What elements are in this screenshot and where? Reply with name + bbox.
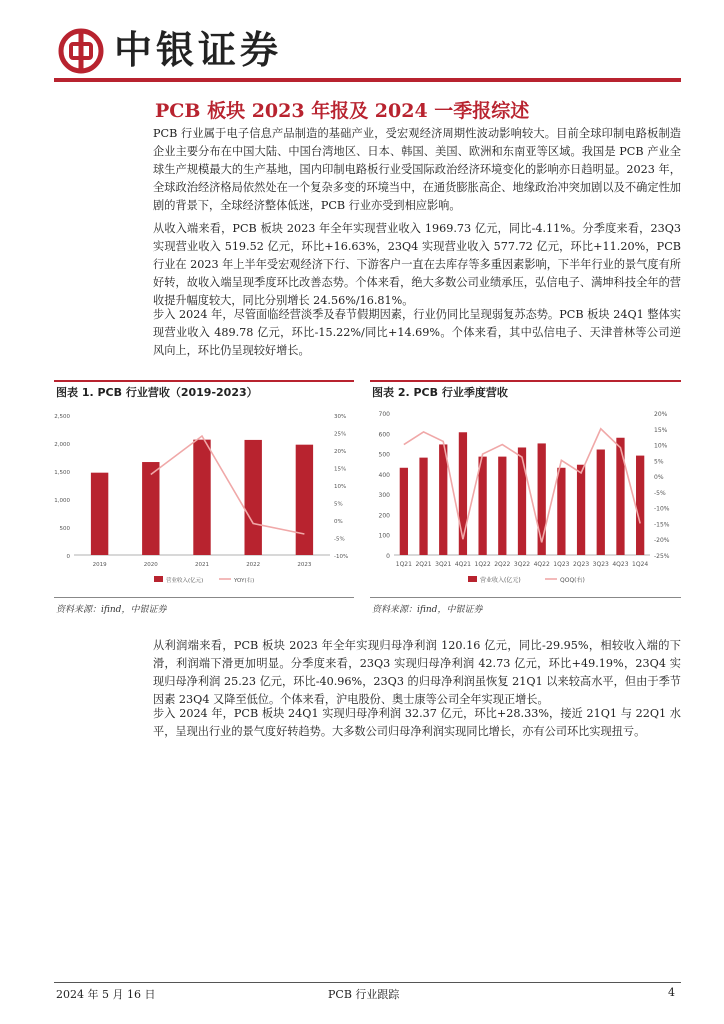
bar-2022	[244, 440, 261, 555]
bar-3Q23	[597, 450, 605, 555]
figure-2-source: 资料来源：ifind，中银证券	[372, 605, 483, 615]
y-left-tick-label: 300	[378, 492, 390, 500]
y-right-tick-label: 10%	[334, 484, 347, 490]
bar-1Q21	[400, 468, 408, 555]
y-right-tick-label: -20%	[654, 537, 670, 545]
bar-2Q22	[498, 457, 506, 555]
figure-2-top-rule	[370, 380, 681, 382]
x-tick-label: 3Q22	[513, 561, 531, 568]
footer-page-number: 4	[668, 986, 675, 999]
y-left-tick-label: 1,500	[54, 470, 70, 476]
section-title: PCB 板块 2023 年报及 2024 一季报综述	[155, 100, 530, 122]
y-left-tick-label: 500	[59, 526, 70, 532]
x-tick-label: 2Q23	[572, 561, 590, 568]
bar-1Q23	[557, 468, 565, 555]
y-right-tick-label: 25%	[334, 431, 347, 438]
legend-bar-label: 营业收入(亿元)	[480, 577, 521, 584]
legend-line-label: QOQ(右)	[560, 577, 585, 584]
bar-2Q21	[419, 458, 427, 555]
y-right-tick-label: 5%	[654, 458, 664, 466]
y-right-tick-label: -15%	[654, 521, 670, 529]
x-tick-label: 4Q21	[454, 561, 472, 568]
bank-of-china-logo	[58, 28, 104, 74]
line-series	[151, 436, 305, 534]
y-left-tick-label: 500	[378, 451, 390, 459]
bar-3Q21	[439, 444, 447, 555]
y-left-tick-label: 2,500	[54, 414, 70, 420]
y-right-tick-label: -10%	[334, 554, 349, 560]
y-right-tick-label: 15%	[654, 426, 668, 434]
y-right-tick-label: 15%	[334, 466, 347, 473]
y-left-tick-label: 700	[378, 411, 390, 418]
y-left-tick-label: 1,000	[54, 498, 70, 504]
y-right-tick-label: -5%	[334, 536, 345, 543]
paragraph-2: 从收入端来看，PCB 板块 2023 年全年实现营业收入 1969.73 亿元，同比-4.11%。分季度来看，23Q3 实现营业收入 519.52 亿元，环比+16.63%，23Q4 实现营业收入 577.72 亿元，环比+11.20%，PCB 行业在 2023 年上半年受宏观经济下行、下游客户一直在去库存等多重因素影响，下半年行业的景气度有所好转，故收入端呈现季度环比改善态势。个体来看，绝大多数公司业绩承压，弘信电子、满坤科技全年的营收提升幅度较大，同比分别增长 24.56%/16.81%。	[153, 222, 681, 307]
page-header	[0, 0, 724, 82]
x-tick-label: 2019	[92, 562, 107, 568]
paragraph-4: 从利润端来看，PCB 板块 2023 年全年实现归母净利润 120.16 亿元，同比-29.95%，相较收入端的下滑，利润端下滑更加明显。分季度来看，23Q3 实现归母净利润 42.73 亿元，环比+49.19%，23Q4 实现归母净利润 25.23 亿元，环比-40.96%，23Q3 的归母净利润虽恢复 21Q1 以来较高水平，但由于季节因素 23Q4 又降至低位。个体来看，沪电股份、奥士康等公司全年实现正增长。	[153, 639, 681, 706]
footer-doc-name: PCB 行业跟踪	[328, 988, 400, 1001]
legend-bar-swatch	[468, 576, 477, 582]
figure-2-chart	[370, 403, 681, 595]
bar-4Q23	[616, 438, 624, 555]
bar-1Q24	[636, 456, 644, 555]
x-tick-label: 2022	[246, 562, 261, 568]
legend-bar-label: 营业收入(亿元)	[166, 578, 204, 584]
footer-rule	[54, 982, 681, 983]
x-tick-label: 2Q22	[494, 561, 511, 568]
y-left-tick-label: 0	[386, 553, 390, 560]
y-left-tick-label: 200	[378, 512, 390, 520]
legend-bar-swatch	[154, 576, 163, 582]
x-tick-label: 1Q21	[395, 561, 412, 568]
brand-name: 中银证券	[114, 28, 283, 72]
paragraph-3: 步入 2024 年，尽管面临经营淡季及春节假期因素，行业仍同比呈现弱复苏态势。PCB 板块 24Q1 整体实现营业收入 489.78 亿元，环比-15.22%/同比+14.69%。个体来看，其中弘信电子、天津普林等公司逆风向上，环比仍呈现较好增长。	[153, 308, 681, 357]
bar-2023	[296, 445, 313, 555]
figure-2-title: 图表 2. PCB 行业季度营收	[372, 386, 508, 399]
bar-1Q22	[478, 457, 486, 555]
y-right-tick-label: 0%	[654, 474, 664, 482]
y-left-tick-label: 100	[378, 532, 390, 540]
x-tick-label: 1Q24	[632, 561, 649, 568]
y-left-tick-label: 600	[378, 431, 390, 439]
figure-1-top-rule	[54, 380, 354, 382]
legend-line-label: YOY(右)	[234, 578, 255, 584]
bar-3Q22	[518, 447, 526, 555]
header-rule	[54, 78, 681, 82]
y-left-tick-label: 2,000	[54, 442, 70, 448]
y-right-tick-label: 20%	[654, 411, 668, 418]
figure-1-bottom-rule	[54, 597, 354, 598]
y-right-tick-label: 0%	[334, 519, 343, 525]
y-left-tick-label: 0	[66, 554, 70, 560]
bar-2020	[142, 462, 159, 555]
figure-1-source: 资料来源：ifind，中银证券	[56, 605, 167, 615]
y-right-tick-label: -5%	[654, 489, 666, 497]
y-left-tick-label: 400	[378, 471, 390, 479]
y-right-tick-label: -10%	[654, 505, 670, 513]
paragraph-5: 步入 2024 年，PCB 板块 24Q1 实现归母净利润 32.37 亿元，环比+28.33%，接近 21Q1 与 22Q1 水平，呈现出行业的景气度好转趋势。大多数公司归母净利润实现同比增长，亦有公司环比实现扭亏。	[153, 707, 681, 738]
x-tick-label: 3Q23	[592, 561, 609, 568]
bar-2021	[193, 440, 210, 555]
bar-2019	[91, 473, 108, 555]
figure-1-title: 图表 1. PCB 行业营收（2019-2023）	[56, 386, 258, 399]
y-right-tick-label: 5%	[334, 501, 343, 508]
paragraph-1: PCB 行业属于电子信息产品制造的基础产业，受宏观经济周期性波动影响较大。目前全球印制电路板制造企业主要分布在中国大陆、中国台湾地区、日本、韩国、美国、欧洲和东南亚等区域。我国是 PCB 产业全球生产规模最大的生产基地，国内印制电路板行业受国际政治经济环境变化的影响亦日趋明显。2023 年，全球政治经济格局依然处在一个复杂多变的环境当中，在通货膨胀高企、地缘政治冲突加剧以及不确定性加剧的背景下，全球经济整体低迷，PCB 行业亦受到相应影响。	[153, 127, 681, 212]
x-tick-label: 2Q21	[415, 561, 432, 568]
x-tick-label: 3Q21	[435, 561, 452, 568]
bar-4Q22	[538, 443, 546, 555]
x-tick-label: 2023	[297, 562, 312, 568]
figure-2-bottom-rule	[370, 597, 681, 598]
x-tick-label: 1Q22	[474, 561, 491, 568]
y-right-tick-label: 20%	[334, 449, 347, 455]
x-tick-label: 1Q23	[553, 561, 570, 568]
y-right-tick-label: 10%	[654, 442, 668, 450]
x-tick-label: 2020	[143, 562, 158, 568]
bar-2Q23	[577, 465, 585, 555]
y-right-tick-label: 30%	[334, 414, 347, 420]
x-tick-label: 4Q22	[533, 561, 550, 568]
y-right-tick-label: -25%	[654, 553, 670, 560]
x-tick-label: 2021	[195, 562, 209, 568]
footer-date: 2024 年 5 月 16 日	[56, 988, 156, 1001]
figure-1-chart	[54, 403, 354, 595]
x-tick-label: 4Q23	[612, 561, 629, 568]
